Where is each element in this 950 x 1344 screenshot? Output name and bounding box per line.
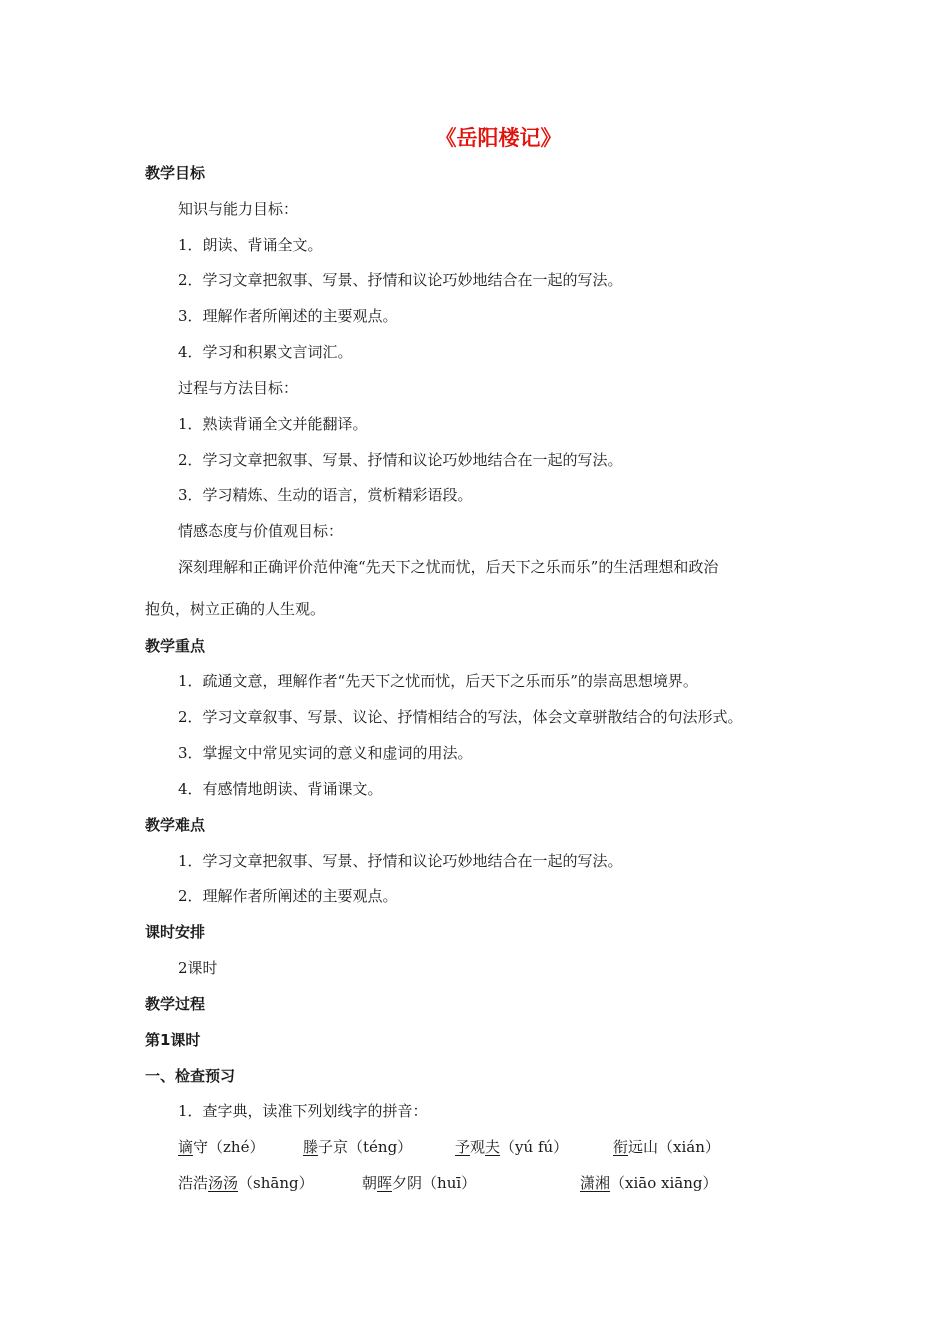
heading-check-preview: 一、检查预习 (145, 1067, 236, 1085)
document-title: 《岳阳楼记》 (435, 126, 562, 150)
underlined-char: 汤汤 (208, 1174, 239, 1192)
list-item: 4．学习和积累文言词汇。 (178, 343, 353, 361)
pinyin-item (303, 1137, 412, 1157)
list-item: 2．学习文章把叙事、写景、抒情和议论巧妙地结合在一起的写法。 (178, 451, 623, 469)
underlined-char: 夫 (485, 1138, 501, 1156)
pinyin-text: （xiāo xiāng） (610, 1174, 718, 1192)
list-item: 3．掌握文中常见实词的意义和虚词的用法。 (178, 744, 473, 762)
list-item: 3．学习精炼、生动的语言，赏析精彩语段。 (178, 486, 473, 504)
underlined-char: 潇湘 (580, 1174, 611, 1192)
pinyin-text: 浩浩 (178, 1174, 209, 1192)
list-item: 1．熟读背诵全文并能翻译。 (178, 415, 368, 433)
heading-schedule: 课时安排 (145, 923, 206, 941)
paragraph-line: 深刻理解和正确评价范仲淹“先天下之忧而忧，后天下之乐而乐”的生活理想和政治 (178, 558, 719, 576)
pinyin-text: 朝 (362, 1174, 378, 1192)
subheading-process: 过程与方法目标： (178, 379, 299, 397)
heading-teaching-process: 教学过程 (145, 995, 206, 1013)
pinyin-text: 守（zhé） (193, 1138, 265, 1156)
underlined-char: 滕 (303, 1138, 319, 1156)
schedule-value: 2课时 (178, 959, 218, 977)
subheading-emotion: 情感态度与价值观目标： (178, 522, 344, 540)
list-item: 1．查字典，读准下列划线字的拼音： (178, 1102, 428, 1120)
pinyin-text: （shāng） (238, 1174, 314, 1192)
pinyin-text: （yú fú） (500, 1138, 569, 1156)
list-item: 3．理解作者所阐述的主要观点。 (178, 307, 398, 325)
list-item: 1．学习文章把叙事、写景、抒情和议论巧妙地结合在一起的写法。 (178, 852, 623, 870)
underlined-char: 谪 (178, 1138, 194, 1156)
pinyin-item (362, 1173, 476, 1193)
heading-difficulties: 教学难点 (145, 816, 206, 834)
paragraph-line: 抱负，树立正确的人生观。 (145, 600, 326, 618)
pinyin-item (178, 1137, 264, 1157)
subheading-knowledge: 知识与能力目标： (178, 200, 299, 218)
underlined-char: 晖 (377, 1174, 393, 1192)
pinyin-item (613, 1137, 720, 1157)
pinyin-text: 观 (470, 1138, 486, 1156)
heading-lesson-1: 第1课时 (145, 1031, 201, 1049)
list-item: 2．理解作者所阐述的主要观点。 (178, 887, 398, 905)
heading-key-points: 教学重点 (145, 637, 206, 655)
pinyin-text: 子京（téng） (318, 1138, 413, 1156)
underlined-char: 衔 (613, 1138, 629, 1156)
pinyin-text: 远山（xián） (628, 1138, 720, 1156)
list-item: 1．朗读、背诵全文。 (178, 236, 323, 254)
pinyin-item (455, 1137, 568, 1157)
list-item: 4．有感情地朗读、背诵课文。 (178, 780, 383, 798)
list-item: 2．学习文章把叙事、写景、抒情和议论巧妙地结合在一起的写法。 (178, 271, 623, 289)
list-item: 2．学习文章叙事、写景、议论、抒情相结合的写法，体会文章骈散结合的句法形式。 (178, 708, 743, 726)
pinyin-item (178, 1173, 314, 1193)
underlined-char: 予 (455, 1138, 471, 1156)
heading-teaching-goals: 教学目标 (145, 164, 206, 182)
list-item: 1．疏通文意，理解作者“先天下之忧而忧，后天下之乐而乐”的崇高思想境界。 (178, 672, 698, 690)
pinyin-text: 夕阴（huī） (392, 1174, 477, 1192)
pinyin-item (580, 1173, 717, 1193)
